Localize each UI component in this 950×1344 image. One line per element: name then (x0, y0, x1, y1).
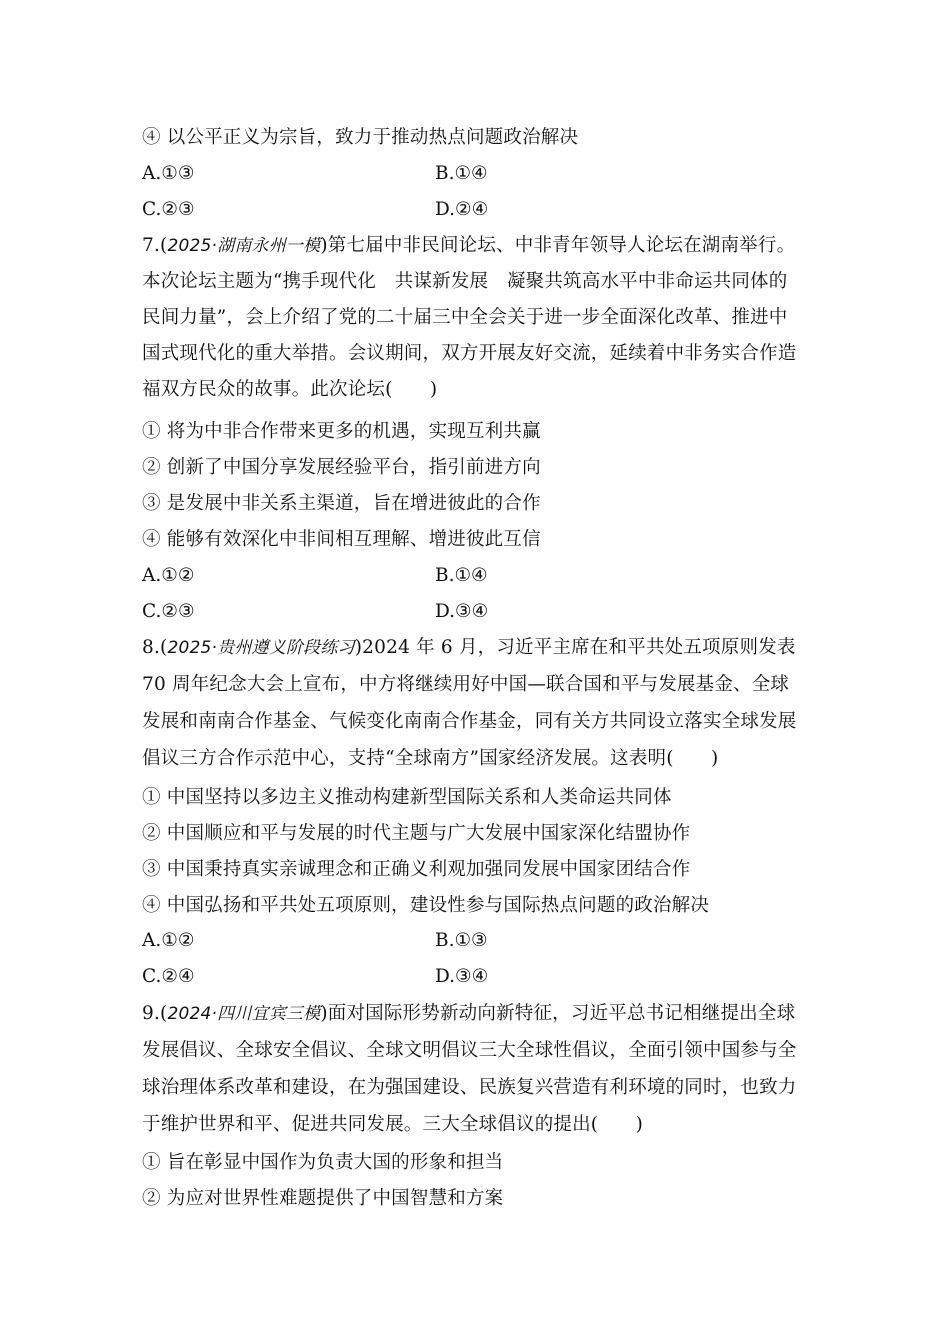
q7-stem-line-1 (142, 234, 822, 258)
q8-option-a: A.①② (142, 930, 195, 951)
q7-stem-text: )第七届中非民间论坛、中非青年领导人论坛在湖南举行。 (320, 235, 796, 256)
q7-stem-line-4: 国式现代化的重大举措。会议期间，双方开展友好交流，延续着中非务实合作造 (142, 343, 797, 364)
q8-stem-line-2: 70 周年纪念大会上宣布，中方将继续用好中国—联合国和平与发展基金、全球 (142, 674, 790, 695)
q8-option-c: C.②④ (142, 966, 195, 987)
q7-option-d: D.③④ (435, 601, 489, 622)
q9-stem-line-3: 球治理体系改革和建设，在为强国建设、民族复兴营造有利环境的同时，也致力 (142, 1077, 797, 1098)
q9-source: 2024·四川宜宾三模 (167, 1004, 321, 1024)
q8-stem-line-4: 倡议三方合作示范中心，支持“全球南方”国家经济发展。这表明( ) (142, 748, 719, 769)
q7-stem-line-5: 福双方民众的故事。此次论坛( ) (142, 379, 438, 400)
q7-stem-line-3: 民间力量”，会上介绍了党的二十届三中全会关于进一步全面深化改革、推进中 (142, 307, 788, 328)
q7-option-b: B.①④ (435, 565, 488, 586)
q8-statement-2: ② 中国顺应和平与发展的时代主题与广大发展中国家深化结盟协作 (142, 823, 691, 844)
q9-number: 9.( (142, 1003, 168, 1024)
q7-source: 2025·湖南永州一模 (167, 236, 321, 256)
q8-source: 2025·贵州遵义阶段练习 (167, 638, 355, 658)
q9-statement-2: ② 为应对世界性难题提供了中国智慧和方案 (142, 1188, 504, 1209)
q8-stem-text: )2024 年 6 月，习近平主席在和平共处五项原则发表 (354, 637, 796, 658)
q8-option-d: D.③④ (435, 966, 489, 987)
q7-statement-4: ④ 能够有效深化中非间相互理解、增进彼此互信 (142, 529, 541, 550)
q7-statement-3: ③ 是发展中非关系主渠道，旨在增进彼此的合作 (142, 493, 541, 514)
q6-option-a: A.①③ (142, 163, 195, 184)
q7-statement-2: ② 创新了中国分享发展经验平台，指引前进方向 (142, 457, 541, 478)
q7-option-c: C.②③ (142, 601, 195, 622)
q8-stem-line-3: 发展和南南合作基金、气候变化南南合作基金，同有关方共同设立落实全球发展 (142, 711, 797, 732)
q9-stem-line-4: 于维护世界和平、促进共同发展。三大全球倡议的提出( ) (142, 1114, 644, 1135)
q8-stem-line-1 (142, 636, 822, 660)
q9-statement-1: ① 旨在彰显中国作为负责大国的形象和担当 (142, 1152, 504, 1173)
q8-option-b: B.①③ (435, 930, 488, 951)
q8-statement-4: ④ 中国弘扬和平共处五项原则，建设性参与国际热点问题的政治解决 (142, 895, 710, 916)
q6-option-d: D.②④ (435, 199, 489, 220)
q7-stem-line-2: 本次论坛主题为“携手现代化 共谋新发展 凝聚共筑高水平中非命运共同体的 (142, 271, 788, 292)
q7-number: 7.( (142, 235, 168, 256)
q6-option-c: C.②③ (142, 199, 195, 220)
q6-option-b: B.①④ (435, 163, 488, 184)
q9-stem-text: )面对国际形势新动向新特征，习近平总书记相继提出全球 (320, 1003, 796, 1024)
q8-number: 8.( (142, 637, 168, 658)
q9-stem-line-2: 发展倡议、全球安全倡议、全球文明倡议三大全球性倡议，全面引领中国参与全 (142, 1040, 797, 1061)
q7-statement-1: ① 将为中非合作带来更多的机遇，实现互利共赢 (142, 421, 541, 442)
q6-statement-4: ④ 以公平正义为宗旨，致力于推动热点问题政治解决 (142, 127, 579, 148)
q9-stem-line-1 (142, 1002, 822, 1026)
q8-statement-1: ① 中国坚持以多边主义推动构建新型国际关系和人类命运共同体 (142, 787, 672, 808)
q8-statement-3: ③ 中国秉持真实亲诚理念和正确义利观加强同发展中国家团结合作 (142, 859, 691, 880)
q7-option-a: A.①② (142, 565, 195, 586)
